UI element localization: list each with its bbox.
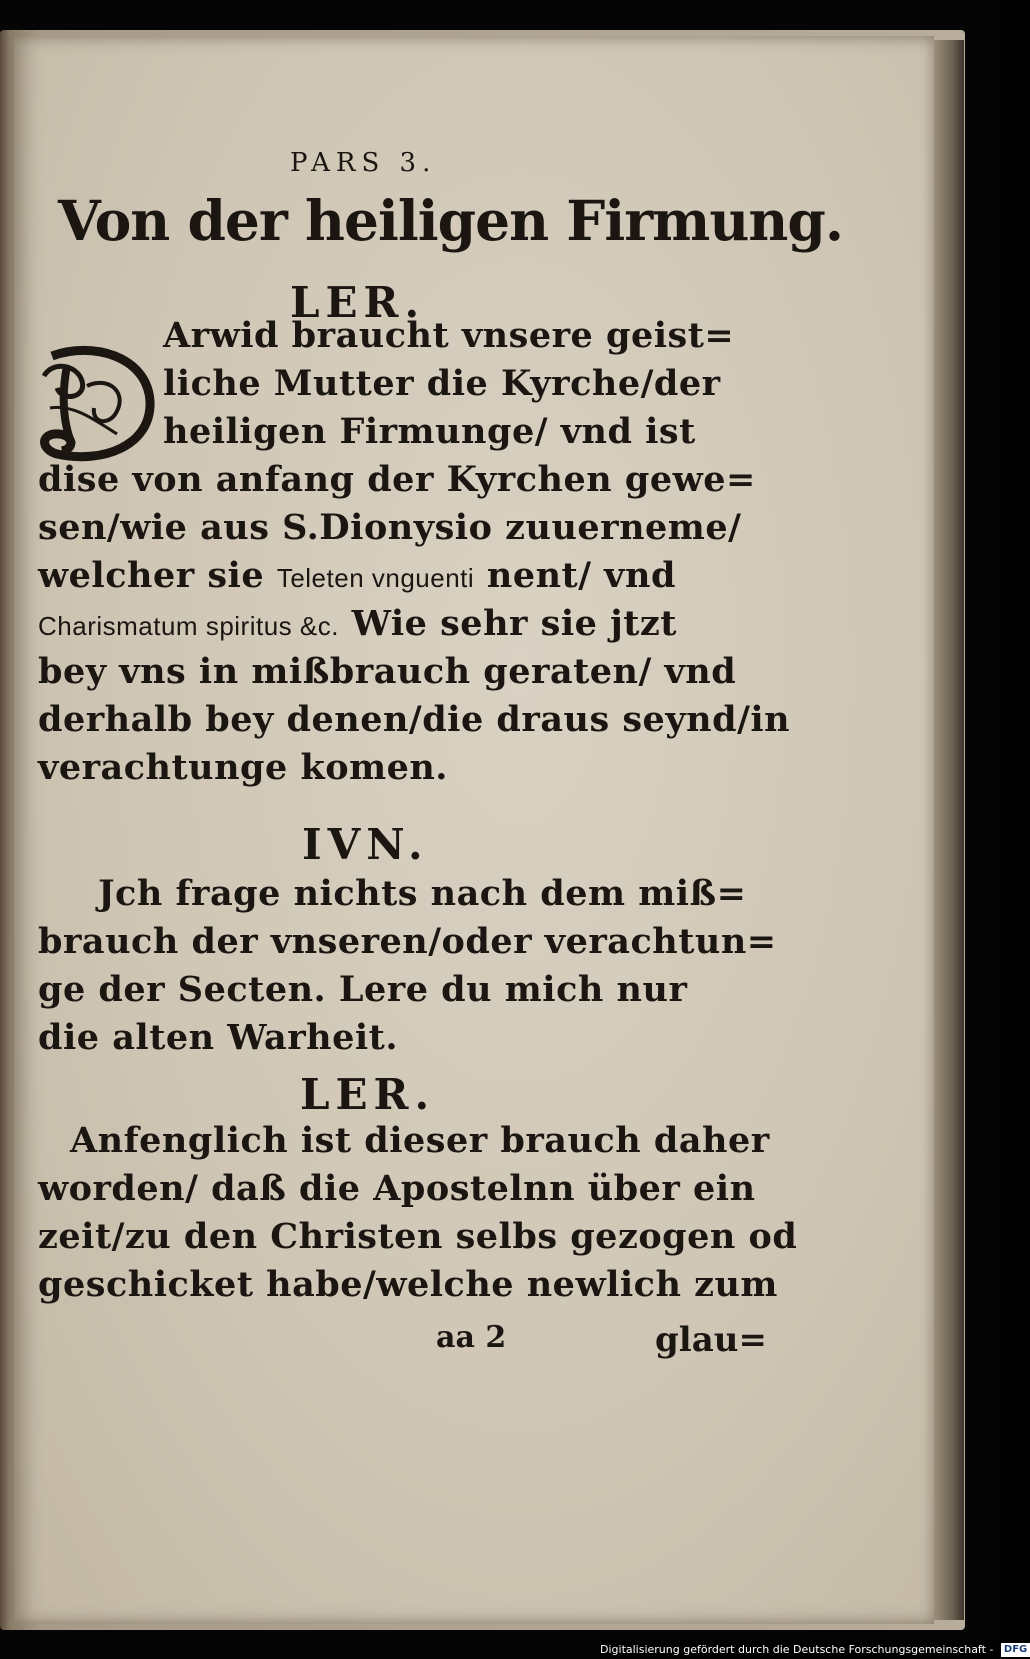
text-line: brauch der vnseren/oder verachtun=	[38, 921, 777, 962]
text-line: bey vns in mißbrauch geraten/ vnd	[38, 651, 737, 692]
attribution-bar	[600, 1640, 1028, 1659]
chapter-title: Von der heiligen Firmung.	[58, 188, 843, 253]
page-fore-edge	[934, 40, 964, 1620]
text-line: Jch frage nichts nach dem miß=	[98, 873, 747, 914]
latin-term: Teleten vnguenti	[276, 563, 475, 593]
text-segment: welcher sie	[38, 555, 265, 596]
text-line: worden/ daß die Apostelnn über ein	[38, 1168, 756, 1209]
text-segment: Wie sehr sie jtzt	[351, 603, 677, 644]
speaker-label: IVN.	[302, 820, 429, 869]
text-line: dise von anfang der Kyrchen gewe=	[38, 459, 756, 500]
decorated-initial-d-icon	[32, 336, 160, 466]
text-segment: nent/ vnd	[486, 555, 676, 596]
text-line: die alten Warheit.	[38, 1017, 399, 1058]
text-line: verachtunge komen.	[38, 747, 448, 788]
text-line: liche Mutter die Kyrche/der	[163, 363, 721, 404]
catchword: glau=	[655, 1320, 767, 1360]
text-line: ge der Secten. Lere du mich nur	[38, 969, 688, 1010]
text-line	[38, 603, 677, 644]
text-line	[38, 555, 676, 596]
speaker-label: LER.	[300, 1070, 436, 1119]
speaker-label: LER.	[290, 278, 426, 327]
dfg-logo-icon[interactable]: DFG	[1001, 1643, 1030, 1657]
text-line: zeit/zu den Christen selbs gezogen od	[38, 1216, 798, 1257]
text-line: derhalb bey denen/die draus seynd/in	[38, 699, 791, 740]
text-line: geschicket habe/welche newlich zum	[38, 1264, 778, 1305]
text-line: Arwid braucht vnsere geist=	[163, 315, 735, 356]
text-line: Anfenglich ist dieser brauch daher	[70, 1120, 770, 1161]
text-line: heiligen Firmunge/ vnd ist	[163, 411, 696, 452]
running-head: PARS 3.	[290, 148, 437, 178]
signature-mark: aa 2	[436, 1320, 507, 1355]
text-line: sen/wie aus S.Dionysio zuuerneme/	[38, 507, 742, 548]
attribution-text: Digitalisierung gefördert durch die Deutsche Forschungsgemeinschaft -	[600, 1643, 994, 1656]
book-page	[14, 36, 934, 1624]
latin-term: Charismatum spiritus &c.	[38, 611, 339, 641]
